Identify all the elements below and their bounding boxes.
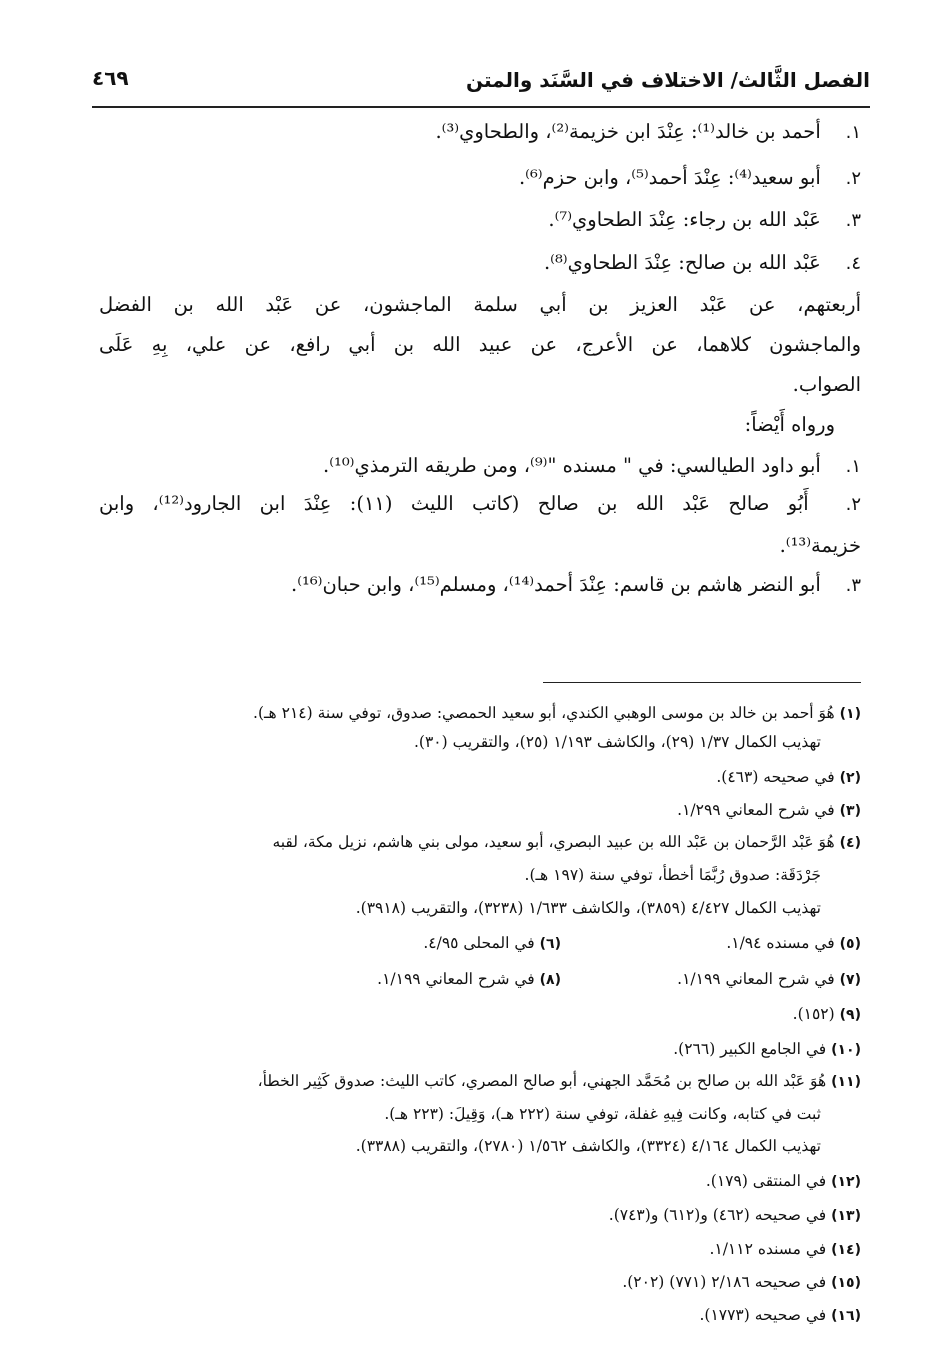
footnote-text: في صحيحه ٢/١٨٦ (٧٧١) (٢٠٢).	[622, 1273, 827, 1291]
footnote-text: هُوَ عَبْد الله بن صالح بن مُحَمَّد الجهني، أبو صالح المصري، كاتب الليث: صدوق كَثِير الخطأ،	[257, 1072, 827, 1090]
main-line	[99, 248, 861, 279]
footnote-text: هُوَ أحمد بن خالد بن موسى الوهبي الكندي، أبو سعيد الحمصي: صدوق، توفي سنة (٢١٤ هـ).	[253, 704, 835, 722]
footnote-number: (٩)	[839, 1007, 861, 1023]
paragraph-line: الصواب.	[792, 373, 861, 396]
footnote-11-line-3: تهذيب الكمال ٤/١٦٤ (٣٣٢٤)، والكاشف ١/٥٦٢ (٢٧٨٠)، والتقريب (٣٣٨٨).	[355, 1137, 821, 1155]
list-number: ٣.	[845, 210, 861, 231]
footnote-number: (٦)	[539, 936, 561, 952]
main-line	[99, 489, 861, 520]
footnote-text: في شرح المعاني ١/١٩٩.	[677, 970, 835, 988]
list-text: أَبُو صالح عَبْد الله بن صالح (كاتب الليث (١١): عِنْدَ ابن الجارود⁽¹²⁾، وابن	[99, 492, 809, 515]
main-line	[99, 531, 861, 561]
list-number: ٣.	[845, 575, 861, 596]
footnote-6	[423, 930, 561, 957]
footnote-3	[93, 797, 861, 824]
footnote-text: في شرح المعاني ١/١٩٩.	[377, 970, 535, 988]
footnote-11-line-2: ثبت في كتابه، وكانت فِيهِ غفلة، توفي سنة (٢٢٢ هـ)، وَقِيلَ: (٢٢٣ هـ).	[384, 1105, 821, 1123]
footnote-1	[93, 700, 861, 727]
footnote-1-line-2: تهذيب الكمال ١/٣٧ (٢٩)، والكاشف ١/١٩٣ (٢٥)، والتقريب (٣٠).	[414, 733, 821, 751]
footnote-text: في صحيحه (٤٦٣).	[716, 768, 835, 786]
footnote-number: (١٦)	[831, 1308, 861, 1324]
list-number: ٢.	[845, 494, 861, 515]
footnote-text: في الجامع الكبير (٢٦٦).	[673, 1040, 827, 1058]
footnote-text: في مسنده ١/٩٤.	[726, 934, 835, 952]
footnote-15	[93, 1269, 861, 1296]
footnote-text: في مسنده ١/١١٢.	[709, 1240, 827, 1258]
footnote-text: في المنتقى (١٧٩).	[705, 1172, 827, 1190]
running-header	[92, 62, 870, 102]
footnote-number: (١٥)	[831, 1275, 861, 1291]
paragraph-line: ورواه أَيْضاً:	[744, 413, 835, 436]
list-number: ١.	[845, 122, 861, 143]
list-number: ١.	[845, 456, 861, 477]
list-number: ٢.	[845, 168, 861, 189]
footnote-number: (١٤)	[831, 1242, 861, 1258]
list-text: أبو داود الطيالسي: في " مسنده "⁽⁹⁾، ومن طريقه الترمذي⁽¹⁰⁾.	[323, 454, 821, 477]
main-line	[99, 117, 861, 148]
footnote-7	[601, 966, 861, 993]
list-text: أحمد بن خالد⁽¹⁾: عِنْدَ ابن خزيمة⁽²⁾، والطحاوي⁽³⁾.	[435, 120, 821, 143]
page-number: ٤٦٩	[92, 66, 129, 90]
footnote-number: (٤)	[839, 835, 861, 851]
footnote-16	[93, 1302, 861, 1329]
footnote-14	[93, 1236, 861, 1263]
paragraph-line: والماجشون كلاهما، عن الأعرج، عن عبيد الله بن أبي رافع، عن علي، بِهِ عَلَى	[99, 333, 861, 356]
footnote-number: (١١)	[831, 1074, 861, 1090]
list-text: أبو النضر هاشم بن قاسم: عِنْدَ أحمد⁽¹⁴⁾، ومسلم⁽¹⁵⁾، وابن حبان⁽¹⁶⁾.	[291, 573, 821, 596]
footnote-separator	[543, 682, 861, 683]
footnote-4-line-2: جَرْدَقَة: صدوق رُبَّمَا أخطأ، توفي سنة (١٩٧ هـ).	[524, 866, 821, 884]
footnote-number: (٧)	[839, 972, 861, 988]
footnote-text: (١٥٢).	[792, 1005, 835, 1023]
footnote-2	[93, 764, 861, 791]
header-rule	[92, 106, 870, 108]
footnote-10	[93, 1036, 861, 1063]
footnote-text: في المحلى ٤/٩٥.	[423, 934, 535, 952]
main-line	[99, 163, 861, 194]
footnote-9	[93, 1001, 861, 1028]
footnote-number: (١)	[839, 706, 861, 722]
footnote-text: هُوَ عَبْد الرَّحمان بن عَبْد الله بن عبيد البصري، أبو سعيد، مولى بني هاشم، نزيل مكة، لقبه	[272, 833, 835, 851]
footnote-4-line-3: تهذيب الكمال ٤/٤٢٧ (٣٨٥٩)، والكاشف ١/٦٣٣ (٣٢٣٨)، والتقريب (٣٩١٨).	[355, 899, 821, 917]
footnote-5	[601, 930, 861, 957]
footnote-4	[93, 829, 861, 856]
footnote-11	[93, 1068, 861, 1095]
footnote-text: في شرح المعاني ١/٢٩٩.	[677, 801, 835, 819]
list-text: عَبْد الله بن صالح: عِنْدَ الطحاوي⁽⁸⁾.	[543, 251, 821, 274]
footnote-number: (١٢)	[831, 1174, 861, 1190]
list-text: خزيمة⁽¹³⁾.	[779, 534, 861, 557]
main-line	[99, 451, 861, 482]
chapter-title: الفصل الثَّالث/ الاختلاف في السَّنَد والمتن	[465, 68, 870, 92]
list-text: أبو سعيد⁽⁴⁾: عِنْدَ أحمد⁽⁵⁾، وابن حزم⁽⁶⁾.	[518, 166, 821, 189]
list-text: عَبْد الله بن رجاء: عِنْدَ الطحاوي⁽⁷⁾.	[548, 208, 821, 231]
footnote-number: (٣)	[839, 803, 861, 819]
paragraph-line: أربعتهم، عن عَبْد العزيز بن أبي سلمة الماجشون، عن عَبْد الله بن الفضل	[99, 293, 861, 316]
main-line	[99, 570, 861, 601]
footnote-8	[377, 966, 561, 993]
footnote-number: (١٠)	[831, 1042, 861, 1058]
footnote-number: (٢)	[839, 770, 861, 786]
footnote-12	[93, 1168, 861, 1195]
footnote-13	[93, 1202, 861, 1229]
footnote-number: (٨)	[539, 972, 561, 988]
list-number: ٤.	[845, 253, 861, 274]
footnote-text: في صحيحه (١٧٧٣).	[699, 1306, 827, 1324]
footnote-number: (٥)	[839, 936, 861, 952]
main-line	[99, 205, 861, 236]
footnote-number: (١٣)	[831, 1208, 861, 1224]
footnote-text: في صحيحه (٤٦٢) و(٦١٢) و(٧٤٣).	[608, 1206, 827, 1224]
